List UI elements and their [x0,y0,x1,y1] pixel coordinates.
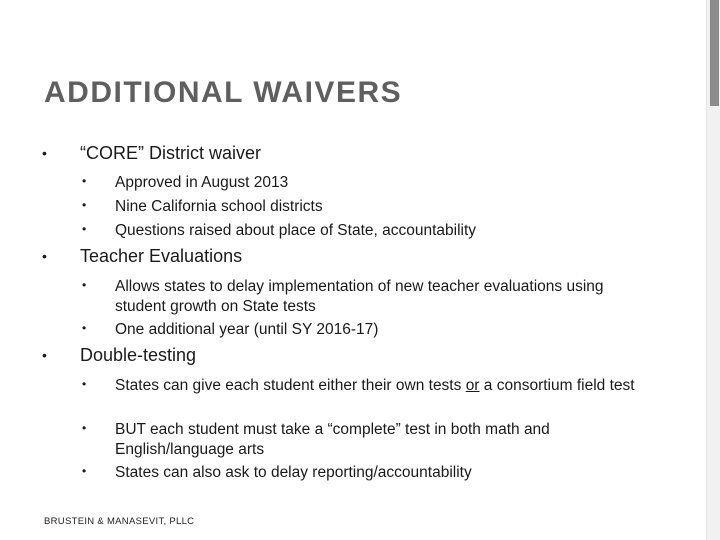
bullet-dot: • [82,198,87,212]
bullet-heading: “CORE” District waiver [80,143,262,163]
underlined-word: or [465,377,480,394]
bullet-heading: Teacher Evaluations [80,246,243,266]
footer-firm-name: BRUSTEIN & MANASEVIT, PLLC [44,516,195,527]
bullet-dot: • [82,377,87,391]
bullet-heading: Double-testing [80,345,197,365]
bullet-dot: • [42,347,47,363]
sub-bullet-text [115,376,635,396]
sub-bullet-text: Questions raised about place of State, accountability [115,222,477,239]
bullet-dot: • [42,145,47,161]
sub-bullet-text: States can also ask to delay reporting/accountability [115,464,472,481]
bullet-dot: • [42,248,47,264]
bullet-dot: • [82,421,87,435]
side-accent-bar [710,0,719,106]
sub-bullet-text: Allows states to delay implementation of new teacher evaluations using student growth on State tests [115,278,604,315]
slide-title: ADDITIONAL WAIVERS [44,76,403,109]
sub-bullet-text: One additional year (until SY 2016-17) [115,321,379,338]
sub-bullet-text: Nine California school districts [115,198,323,215]
text-part: States can give each student either their own tests [115,377,466,394]
sub-bullet-text: Approved in August 2013 [115,174,289,191]
bullet-dot: • [82,464,87,478]
side-accent-band [706,0,720,540]
bullet-dot: • [82,321,87,335]
bullet-dot: • [82,222,87,236]
bullet-dot: • [82,278,87,292]
text-part: a consortium field test [479,377,635,394]
sub-bullet-text: BUT each student must take a “complete” test in both math and English/language arts [115,421,550,458]
bullet-dot: • [82,174,87,188]
